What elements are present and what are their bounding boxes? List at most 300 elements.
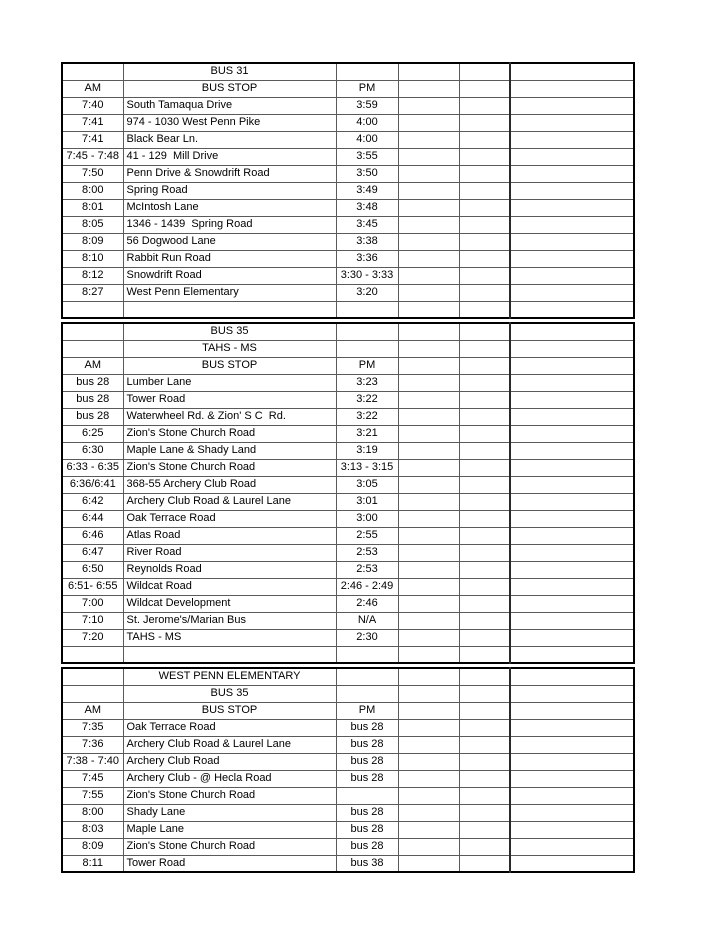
stop-row <box>62 182 634 199</box>
am-time-cell: 8:03 <box>62 821 123 838</box>
stop-row <box>62 527 634 544</box>
empty-cell <box>459 114 510 131</box>
empty-cell <box>510 629 634 646</box>
empty-cell <box>510 612 634 629</box>
empty-cell <box>459 838 510 855</box>
empty-cell <box>398 612 459 629</box>
bus-stop-cell: 41 - 129 Mill Drive <box>123 148 336 165</box>
empty-cell <box>62 323 123 340</box>
empty-cell <box>398 668 459 685</box>
am-time-cell: 7:45 <box>62 770 123 787</box>
bus-schedule-tables <box>61 62 635 876</box>
bus-stop-cell: 974 - 1030 West Penn Pike <box>123 114 336 131</box>
stop-row <box>62 233 634 250</box>
empty-cell <box>510 804 634 821</box>
am-time-cell: 7:45 - 7:48 <box>62 148 123 165</box>
empty-cell <box>459 612 510 629</box>
pm-time-cell: 2:53 <box>336 544 398 561</box>
bus-stop-cell: Tower Road <box>123 855 336 872</box>
am-time-cell: 6:51- 6:55 <box>62 578 123 595</box>
empty-cell <box>510 182 634 199</box>
empty-cell <box>398 340 459 357</box>
empty-cell <box>398 719 459 736</box>
stop-row <box>62 770 634 787</box>
empty-cell <box>398 787 459 804</box>
table-title: BUS 31 <box>123 63 336 80</box>
title-row <box>62 340 634 357</box>
am-time-cell: 6:42 <box>62 493 123 510</box>
empty-cell <box>398 527 459 544</box>
empty-cell <box>459 476 510 493</box>
empty-cell <box>459 629 510 646</box>
am-time-cell: 6:46 <box>62 527 123 544</box>
stop-row <box>62 804 634 821</box>
am-time-cell: 6:47 <box>62 544 123 561</box>
empty-cell <box>510 510 634 527</box>
empty-cell <box>398 374 459 391</box>
empty-cell <box>510 267 634 284</box>
empty-cell <box>459 408 510 425</box>
stop-row <box>62 476 634 493</box>
empty-cell <box>510 702 634 719</box>
empty-cell <box>510 578 634 595</box>
empty-cell <box>510 199 634 216</box>
empty-cell <box>459 493 510 510</box>
stop-row <box>62 267 634 284</box>
pm-time-cell: 2:46 <box>336 595 398 612</box>
empty-cell <box>459 301 510 318</box>
bus-stop-cell: Lumber Lane <box>123 374 336 391</box>
empty-cell <box>510 685 634 702</box>
empty-cell <box>398 544 459 561</box>
header-row <box>62 80 634 97</box>
stop-row <box>62 753 634 770</box>
empty-cell <box>510 595 634 612</box>
column-header-bus-stop: BUS STOP <box>123 702 336 719</box>
stop-row <box>62 855 634 872</box>
empty-cell <box>398 578 459 595</box>
empty-cell <box>510 787 634 804</box>
empty-cell <box>459 323 510 340</box>
pm-time-cell: 3:38 <box>336 233 398 250</box>
stop-row <box>62 216 634 233</box>
bus-stop-cell: Shady Lane <box>123 804 336 821</box>
bus-stop-cell: Atlas Road <box>123 527 336 544</box>
am-time-cell: 7:41 <box>62 114 123 131</box>
pm-time-cell: 3:13 - 3:15 <box>336 459 398 476</box>
column-header-pm: PM <box>336 357 398 374</box>
am-time-cell: 7:36 <box>62 736 123 753</box>
stop-row <box>62 442 634 459</box>
am-time-cell: 6:44 <box>62 510 123 527</box>
am-time-cell <box>62 646 123 663</box>
header-row <box>62 357 634 374</box>
empty-cell <box>510 165 634 182</box>
pm-time-cell: 3:49 <box>336 182 398 199</box>
empty-cell <box>459 770 510 787</box>
bus-stop-cell: Oak Terrace Road <box>123 719 336 736</box>
header-row <box>62 702 634 719</box>
bus-stop-cell: West Penn Elementary <box>123 284 336 301</box>
empty-cell <box>398 646 459 663</box>
pm-time-cell: 3:05 <box>336 476 398 493</box>
pm-time-cell: 3:55 <box>336 148 398 165</box>
bus-stop-cell: TAHS - MS <box>123 629 336 646</box>
table-title: TAHS - MS <box>123 340 336 357</box>
am-time-cell: 8:09 <box>62 838 123 855</box>
bus-stop-cell: Reynolds Road <box>123 561 336 578</box>
empty-cell <box>398 459 459 476</box>
empty-cell <box>459 561 510 578</box>
empty-cell <box>398 97 459 114</box>
empty-cell <box>398 804 459 821</box>
stop-row <box>62 165 634 182</box>
bus-stop-cell: Zion's Stone Church Road <box>123 838 336 855</box>
pm-time-cell: 3:50 <box>336 165 398 182</box>
empty-cell <box>459 544 510 561</box>
pm-time-cell: 3:21 <box>336 425 398 442</box>
pm-time-cell: bus 28 <box>336 821 398 838</box>
title-row <box>62 323 634 340</box>
bus-stop-cell: Spring Road <box>123 182 336 199</box>
am-time-cell: bus 28 <box>62 374 123 391</box>
am-time-cell: 8:11 <box>62 855 123 872</box>
empty-cell <box>510 250 634 267</box>
empty-cell <box>510 561 634 578</box>
pm-time-cell: 2:55 <box>336 527 398 544</box>
title-row <box>62 63 634 80</box>
empty-cell <box>459 340 510 357</box>
bus-stop-cell: 1346 - 1439 Spring Road <box>123 216 336 233</box>
am-time-cell: bus 28 <box>62 391 123 408</box>
am-time-cell: 8:09 <box>62 233 123 250</box>
am-time-cell: 8:00 <box>62 804 123 821</box>
bus-stop-cell: Archery Club - @ Hecla Road <box>123 770 336 787</box>
empty-cell <box>510 736 634 753</box>
bus-stop-cell: Wildcat Development <box>123 595 336 612</box>
empty-cell <box>398 323 459 340</box>
empty-cell <box>459 719 510 736</box>
empty-cell <box>398 250 459 267</box>
empty-cell <box>459 804 510 821</box>
empty-cell <box>510 527 634 544</box>
stop-row <box>62 838 634 855</box>
bus-stop-cell: Maple Lane & Shady Land <box>123 442 336 459</box>
empty-cell <box>398 80 459 97</box>
pm-time-cell <box>336 301 398 318</box>
empty-cell <box>62 668 123 685</box>
empty-cell <box>510 63 634 80</box>
column-header-am: AM <box>62 357 123 374</box>
empty-cell <box>398 148 459 165</box>
empty-cell <box>459 250 510 267</box>
stop-row <box>62 374 634 391</box>
bus-stop-cell <box>123 646 336 663</box>
stop-row <box>62 114 634 131</box>
bus-stop-cell: Rabbit Run Road <box>123 250 336 267</box>
empty-cell <box>398 182 459 199</box>
am-time-cell: 7:40 <box>62 97 123 114</box>
pm-time-cell: 3:48 <box>336 199 398 216</box>
bus-stop-cell: Waterwheel Rd. & Zion' S C Rd. <box>123 408 336 425</box>
bus-stop-cell <box>123 301 336 318</box>
pm-time-cell: 3:59 <box>336 97 398 114</box>
pm-time-cell: bus 28 <box>336 838 398 855</box>
empty-cell <box>398 821 459 838</box>
empty-cell <box>510 544 634 561</box>
pm-time-cell: 3:19 <box>336 442 398 459</box>
spacer-row <box>62 646 634 663</box>
empty-cell <box>398 233 459 250</box>
empty-cell <box>459 821 510 838</box>
am-time-cell: 8:10 <box>62 250 123 267</box>
empty-cell <box>459 216 510 233</box>
empty-cell <box>336 340 398 357</box>
am-time-cell: 7:38 - 7:40 <box>62 753 123 770</box>
empty-cell <box>398 736 459 753</box>
empty-cell <box>398 855 459 872</box>
am-time-cell: bus 28 <box>62 408 123 425</box>
schedule-table-west-penn-elementary-bus-35 <box>61 667 635 873</box>
pm-time-cell: 3:22 <box>336 391 398 408</box>
empty-cell <box>398 216 459 233</box>
empty-cell <box>398 165 459 182</box>
empty-cell <box>510 97 634 114</box>
empty-cell <box>510 753 634 770</box>
empty-cell <box>398 702 459 719</box>
stop-row <box>62 391 634 408</box>
empty-cell <box>510 357 634 374</box>
schedule-table-bus-35 <box>61 322 635 664</box>
bus-stop-cell: St. Jerome's/Marian Bus <box>123 612 336 629</box>
am-time-cell: 8:05 <box>62 216 123 233</box>
empty-cell <box>459 182 510 199</box>
am-time-cell: 7:41 <box>62 131 123 148</box>
pm-time-cell: 2:53 <box>336 561 398 578</box>
pm-time-cell: 3:45 <box>336 216 398 233</box>
pm-time-cell: bus 28 <box>336 804 398 821</box>
empty-cell <box>398 114 459 131</box>
pm-time-cell: 4:00 <box>336 131 398 148</box>
bus-stop-cell: Penn Drive & Snowdrift Road <box>123 165 336 182</box>
empty-cell <box>459 459 510 476</box>
empty-cell <box>336 685 398 702</box>
stop-row <box>62 510 634 527</box>
stop-row <box>62 821 634 838</box>
column-header-pm: PM <box>336 702 398 719</box>
bus-stop-cell: Maple Lane <box>123 821 336 838</box>
empty-cell <box>398 838 459 855</box>
empty-cell <box>459 787 510 804</box>
empty-cell <box>510 301 634 318</box>
empty-cell <box>510 391 634 408</box>
empty-cell <box>62 63 123 80</box>
empty-cell <box>510 646 634 663</box>
empty-cell <box>398 131 459 148</box>
am-time-cell: 6:50 <box>62 561 123 578</box>
spacer-row <box>62 301 634 318</box>
empty-cell <box>510 131 634 148</box>
am-time-cell: 7:35 <box>62 719 123 736</box>
empty-cell <box>510 114 634 131</box>
empty-cell <box>510 148 634 165</box>
empty-cell <box>398 770 459 787</box>
empty-cell <box>398 301 459 318</box>
stop-row <box>62 595 634 612</box>
empty-cell <box>510 821 634 838</box>
pm-time-cell: 3:30 - 3:33 <box>336 267 398 284</box>
empty-cell <box>398 199 459 216</box>
pm-time-cell: 3:36 <box>336 250 398 267</box>
pm-time-cell: 3:00 <box>336 510 398 527</box>
am-time-cell: 8:00 <box>62 182 123 199</box>
column-header-am: AM <box>62 702 123 719</box>
empty-cell <box>510 80 634 97</box>
empty-cell <box>336 668 398 685</box>
empty-cell <box>510 284 634 301</box>
bus-stop-cell: Zion's Stone Church Road <box>123 787 336 804</box>
stop-row <box>62 544 634 561</box>
empty-cell <box>510 855 634 872</box>
am-time-cell: 7:10 <box>62 612 123 629</box>
empty-cell <box>510 459 634 476</box>
empty-cell <box>459 267 510 284</box>
empty-cell <box>336 63 398 80</box>
stop-row <box>62 719 634 736</box>
empty-cell <box>398 493 459 510</box>
pm-time-cell: 2:30 <box>336 629 398 646</box>
empty-cell <box>398 284 459 301</box>
bus-stop-cell: 56 Dogwood Lane <box>123 233 336 250</box>
column-header-bus-stop: BUS STOP <box>123 357 336 374</box>
stop-row <box>62 97 634 114</box>
pm-time-cell <box>336 646 398 663</box>
pm-time-cell: bus 28 <box>336 719 398 736</box>
stop-row <box>62 612 634 629</box>
am-time-cell: 6:25 <box>62 425 123 442</box>
empty-cell <box>459 753 510 770</box>
bus-stop-cell: Zion's Stone Church Road <box>123 459 336 476</box>
empty-cell <box>398 685 459 702</box>
empty-cell <box>459 131 510 148</box>
empty-cell <box>510 668 634 685</box>
empty-cell <box>510 323 634 340</box>
pm-time-cell: 4:00 <box>336 114 398 131</box>
empty-cell <box>459 442 510 459</box>
empty-cell <box>398 510 459 527</box>
stop-row <box>62 199 634 216</box>
am-time-cell: 8:12 <box>62 267 123 284</box>
empty-cell <box>398 629 459 646</box>
empty-cell <box>459 165 510 182</box>
pm-time-cell: 3:01 <box>336 493 398 510</box>
stop-row <box>62 250 634 267</box>
pm-time-cell: bus 38 <box>336 855 398 872</box>
empty-cell <box>510 770 634 787</box>
stop-row <box>62 736 634 753</box>
empty-cell <box>336 323 398 340</box>
bus-stop-cell: River Road <box>123 544 336 561</box>
empty-cell <box>459 357 510 374</box>
am-time-cell: 7:55 <box>62 787 123 804</box>
pm-time-cell: 3:20 <box>336 284 398 301</box>
table-title: BUS 35 <box>123 685 336 702</box>
empty-cell <box>510 838 634 855</box>
am-time-cell: 7:50 <box>62 165 123 182</box>
title-row <box>62 668 634 685</box>
bus-stop-cell: Tower Road <box>123 391 336 408</box>
schedule-table-bus-31 <box>61 62 635 319</box>
empty-cell <box>510 425 634 442</box>
empty-cell <box>510 442 634 459</box>
empty-cell <box>398 425 459 442</box>
empty-cell <box>459 578 510 595</box>
stop-row <box>62 408 634 425</box>
stop-row <box>62 493 634 510</box>
stop-row <box>62 131 634 148</box>
empty-cell <box>398 561 459 578</box>
stop-row <box>62 629 634 646</box>
column-header-pm: PM <box>336 80 398 97</box>
am-time-cell: 8:01 <box>62 199 123 216</box>
bus-stop-cell: Snowdrift Road <box>123 267 336 284</box>
empty-cell <box>459 97 510 114</box>
stop-row <box>62 578 634 595</box>
bus-stop-cell: Oak Terrace Road <box>123 510 336 527</box>
am-time-cell: 8:27 <box>62 284 123 301</box>
empty-cell <box>459 668 510 685</box>
empty-cell <box>398 357 459 374</box>
am-time-cell <box>62 301 123 318</box>
pm-time-cell: N/A <box>336 612 398 629</box>
stop-row <box>62 284 634 301</box>
empty-cell <box>398 63 459 80</box>
empty-cell <box>459 595 510 612</box>
table-title: WEST PENN ELEMENTARY <box>123 668 336 685</box>
empty-cell <box>459 148 510 165</box>
empty-cell <box>398 442 459 459</box>
pm-time-cell: 3:23 <box>336 374 398 391</box>
empty-cell <box>459 702 510 719</box>
empty-cell <box>459 80 510 97</box>
pm-time-cell: 2:46 - 2:49 <box>336 578 398 595</box>
empty-cell <box>459 199 510 216</box>
empty-cell <box>510 216 634 233</box>
bus-stop-cell: 368-55 Archery Club Road <box>123 476 336 493</box>
bus-stop-cell: Archery Club Road & Laurel Lane <box>123 736 336 753</box>
empty-cell <box>459 527 510 544</box>
empty-cell <box>398 595 459 612</box>
stop-row <box>62 148 634 165</box>
empty-cell <box>459 685 510 702</box>
pm-time-cell: bus 28 <box>336 736 398 753</box>
empty-cell <box>459 284 510 301</box>
empty-cell <box>459 855 510 872</box>
empty-cell <box>459 391 510 408</box>
column-header-bus-stop: BUS STOP <box>123 80 336 97</box>
bus-stop-cell: McIntosh Lane <box>123 199 336 216</box>
empty-cell <box>510 233 634 250</box>
empty-cell <box>459 736 510 753</box>
empty-cell <box>62 685 123 702</box>
bus-stop-cell: South Tamaqua Drive <box>123 97 336 114</box>
bus-stop-cell: Zion's Stone Church Road <box>123 425 336 442</box>
empty-cell <box>510 493 634 510</box>
bus-stop-cell: Wildcat Road <box>123 578 336 595</box>
empty-cell <box>62 340 123 357</box>
pm-time-cell: bus 28 <box>336 753 398 770</box>
stop-row <box>62 425 634 442</box>
